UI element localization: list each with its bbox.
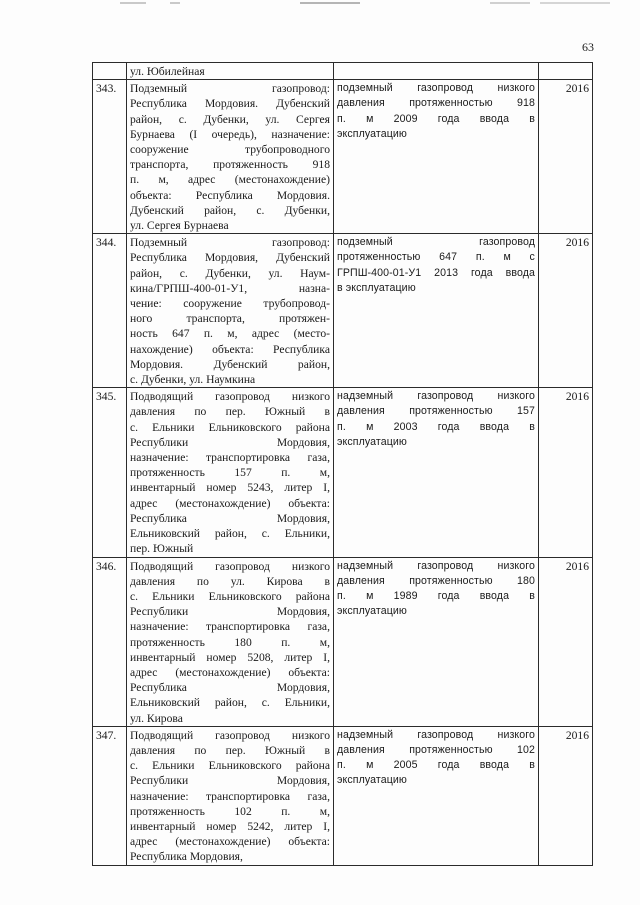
description-line: давления протяженностью 918: [337, 97, 535, 110]
object-description: [334, 557, 539, 726]
name-line: Подземный газопровод:: [130, 236, 330, 250]
description-line: п. м 2003 года ввода в: [337, 420, 535, 433]
name-line: с. Ельники Ельниковского района: [130, 589, 330, 603]
name-line: пер. Южный: [130, 542, 194, 556]
description-line: надземный газопровод низкого: [337, 559, 535, 572]
name-line: назначение: транспортировка газа,: [130, 620, 330, 634]
year-cell: [539, 63, 593, 80]
year-cell: 2016: [539, 557, 593, 726]
row-number: 344.: [93, 234, 127, 388]
name-line: адрес (местонахождение) объекта:: [130, 496, 330, 510]
name-line: Республики Мордовия,: [130, 774, 330, 788]
name-line: Подводящий газопровод низкого: [130, 390, 330, 404]
table-row: [93, 63, 593, 80]
object-name: [127, 80, 334, 234]
name-line: Ельниковский район, с. Ельники,: [130, 527, 330, 541]
name-line: протяженность 180 п. м,: [130, 635, 330, 649]
description-line: эксплуатацию: [337, 127, 407, 140]
name-line: Подземный газопровод:: [130, 82, 330, 96]
name-line: ность 647 п. м, адрес (место-: [130, 327, 330, 341]
description-line: в эксплуатацию: [337, 281, 416, 294]
description-line: эксплуатацию: [337, 774, 407, 787]
description-line: эксплуатацию: [337, 435, 407, 448]
object-name: [127, 234, 334, 388]
row-number: 346.: [93, 557, 127, 726]
name-line: Дубенский район, с. Дубенки,: [130, 203, 330, 217]
table-row: [93, 234, 593, 388]
name-line: нахождение) объекта: Республика: [130, 342, 330, 356]
table-row: [93, 80, 593, 234]
name-line: чение: сооружение трубопровод-: [130, 297, 330, 311]
name-line: с. Ельники Ельниковского района: [130, 420, 330, 434]
name-line: с. Дубенки, ул. Наумкина: [130, 373, 256, 387]
object-description: [334, 726, 539, 865]
description-line: подземный газопровод низкого: [337, 82, 535, 95]
name-line: Мордовия. Дубенский район,: [130, 357, 330, 371]
name-line: Республика Мордовия,: [130, 681, 330, 695]
description-line: п. м 2005 года ввода в: [337, 759, 535, 772]
description-line: эксплуатацию: [337, 605, 407, 618]
description-line: надземный газопровод низкого: [337, 728, 535, 741]
row-number: 345.: [93, 388, 127, 557]
object-description: [334, 388, 539, 557]
object-description: [334, 63, 539, 80]
name-line: район, с. Дубенки, ул. Наум-: [130, 266, 330, 280]
name-line: давления по пер. Южный в: [130, 743, 330, 757]
object-name: [127, 726, 334, 865]
row-number: 347.: [93, 726, 127, 865]
name-line: Республики Мордовия,: [130, 435, 330, 449]
object-description: [334, 80, 539, 234]
object-name: [127, 63, 334, 80]
name-line: Республика Мордовия,: [130, 511, 330, 525]
description-line: давления протяженностью 102: [337, 743, 535, 756]
year-cell: 2016: [539, 388, 593, 557]
year-cell: 2016: [539, 234, 593, 388]
scan-artifact: [110, 2, 610, 8]
table-row: [93, 557, 593, 726]
object-name: [127, 557, 334, 726]
name-line: давления по пер. Южный в: [130, 405, 330, 419]
name-line: Республика Мордовия. Дубенский: [130, 97, 330, 111]
name-line: ул. Сергея Бурнаева: [130, 219, 229, 233]
description-line: надземный газопровод низкого: [337, 390, 535, 403]
description-line: п. м 2009 года ввода в: [337, 112, 535, 125]
object-name: [127, 388, 334, 557]
name-line: адрес (местонахождение) объекта:: [130, 835, 330, 849]
page-number: 63: [582, 40, 594, 54]
name-line: объекта: Республика Мордовия.: [130, 188, 330, 202]
name-line: протяженность 102 п. м,: [130, 804, 330, 818]
object-description: [334, 234, 539, 388]
description-line: давления протяженностью 180: [337, 574, 535, 587]
name-line: район, с. Дубенки, ул. Сергея: [130, 112, 330, 126]
name-line: с. Ельники Ельниковского района: [130, 759, 330, 773]
name-line: назначение: транспортировка газа,: [130, 789, 330, 803]
row-number: [93, 63, 127, 80]
name-line: Бурнаева (I очередь), назначение:: [130, 127, 330, 141]
name-line: адрес (местонахождение) объекта:: [130, 665, 330, 679]
name-line: назначение: транспортировка газа,: [130, 451, 330, 465]
name-line: ул. Кирова: [130, 711, 183, 725]
name-line: Республика Мордовия,: [130, 850, 243, 864]
name-line: Ельниковский район, с. Ельники,: [130, 696, 330, 710]
name-line: Республики Мордовия,: [130, 605, 330, 619]
name-line: транспорта, протяженность 918: [130, 158, 330, 172]
name-line: ул. Юбилейная: [130, 65, 205, 78]
description-line: п. м 1989 года ввода в: [337, 589, 535, 602]
year-cell: 2016: [539, 80, 593, 234]
name-line: протяженность 157 п. м,: [130, 466, 330, 480]
objects-table: [92, 62, 593, 866]
name-line: Подводящий газопровод низкого: [130, 728, 330, 742]
description-line: ГРПШ-400-01-У1 2013 года ввода: [337, 266, 535, 279]
name-line: ного транспорта, протяжен-: [130, 312, 330, 326]
name-line: п. м, адрес (местонахождение): [130, 173, 330, 187]
description-line: подземный газопровод: [337, 236, 535, 249]
name-line: Республика Мордовия, Дубенский: [130, 251, 330, 265]
table-row: [93, 388, 593, 557]
name-line: кина/ГРПШ-400-01-У1, назна-: [130, 281, 330, 295]
year-cell: 2016: [539, 726, 593, 865]
table-row: [93, 726, 593, 865]
name-line: инвентарный номер 5243, литер I,: [130, 481, 330, 495]
name-line: инвентарный номер 5208, литер I,: [130, 650, 330, 664]
name-line: давления по ул. Кирова в: [130, 574, 330, 588]
name-line: сооружение трубопроводного: [130, 143, 330, 157]
description-line: давления протяженностью 157: [337, 405, 535, 418]
name-line: Подводящий газопровод низкого: [130, 559, 330, 573]
description-line: протяженностью 647 п. м с: [337, 251, 535, 264]
name-line: инвентарный номер 5242, литер I,: [130, 819, 330, 833]
row-number: 343.: [93, 80, 127, 234]
